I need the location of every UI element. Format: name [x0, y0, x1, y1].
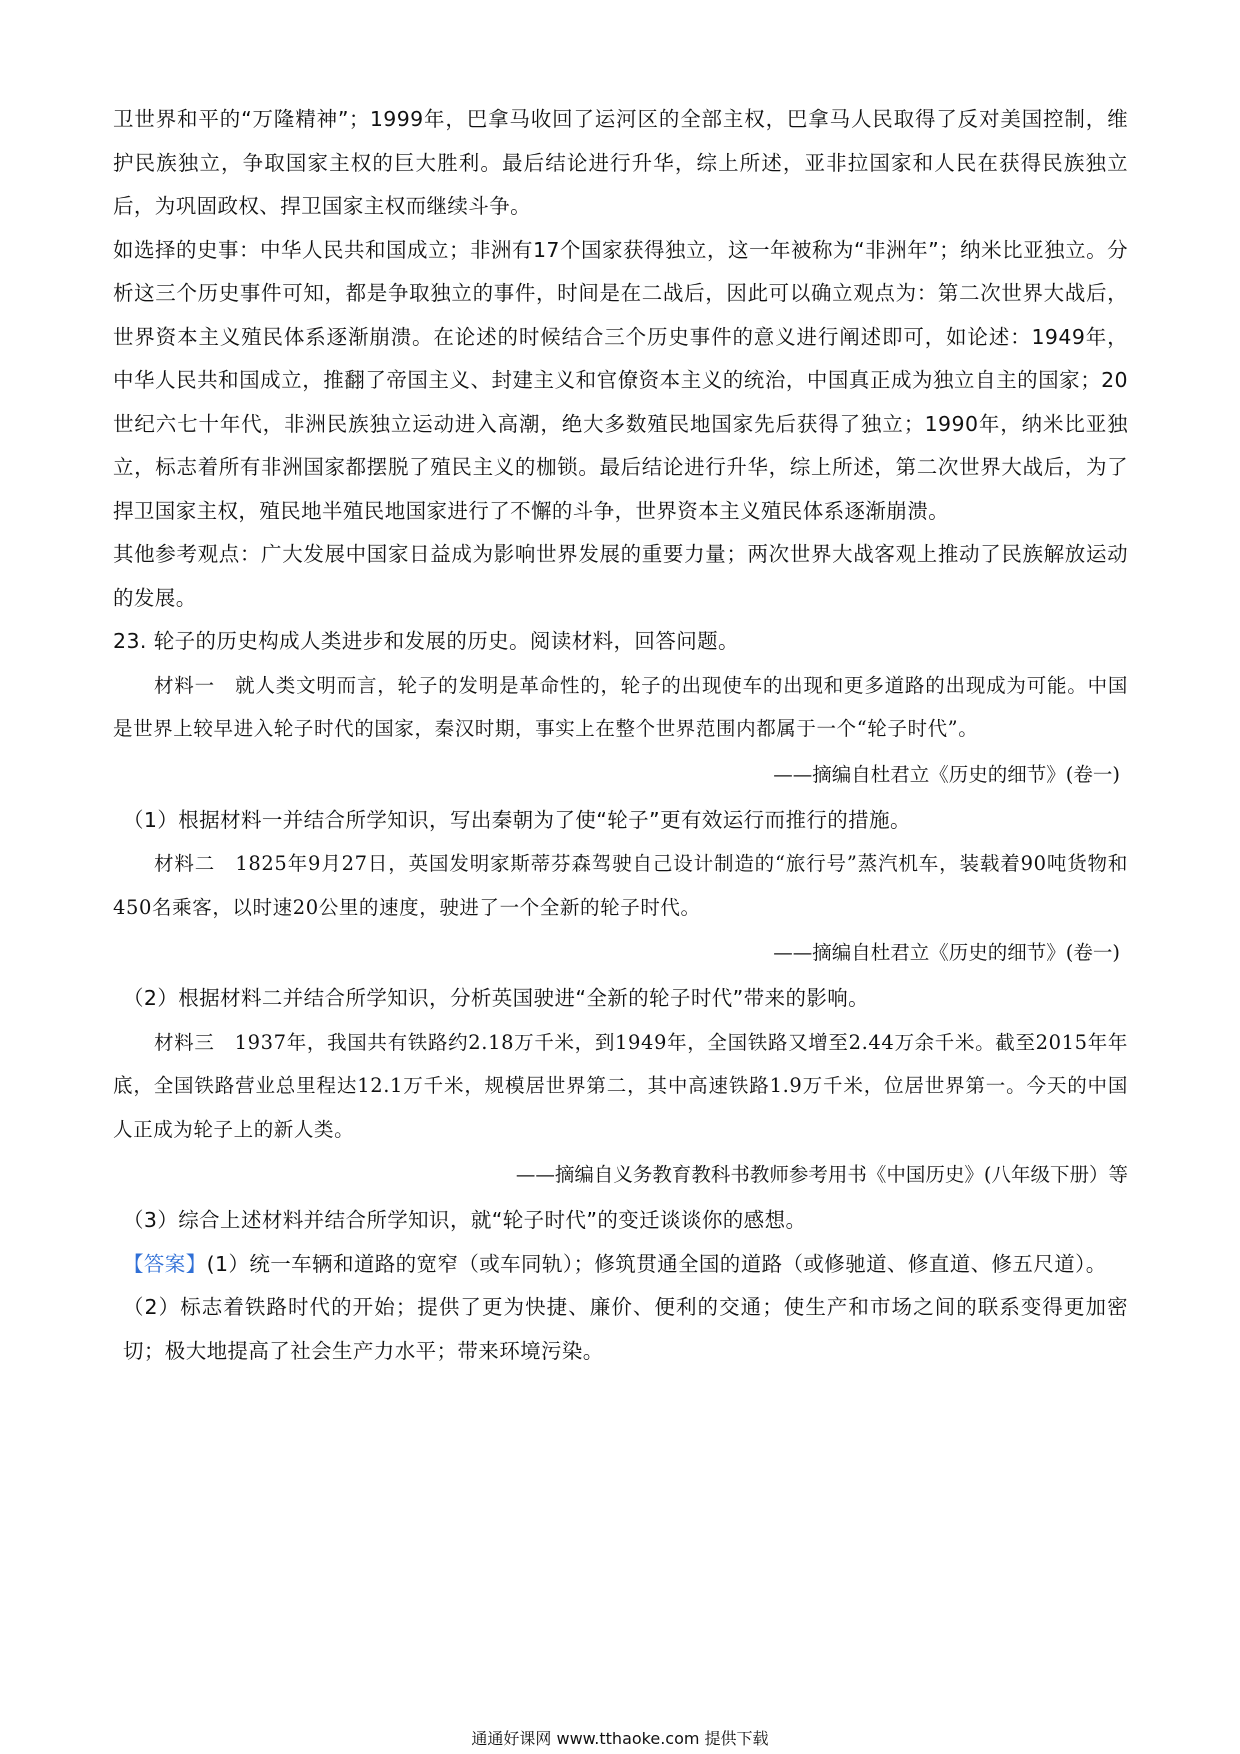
- answer-part-1: [113, 1243, 1128, 1287]
- paragraph-wanlong: 卫世界和平的“万隆精神”；1999年，巴拿马收回了运河区的全部主权，巴拿马人民取得了反对美国控制，维护民族独立，争取国家主权的巨大胜利。最后结论进行升华，综上所述，亚非拉国家和人民在获得民族独立后，为巩固政权、捍卫国家主权而继续斗争。: [113, 107, 1128, 218]
- material-one-source: ——摘编自杜君立《历史的细节》(卷一): [773, 762, 1120, 786]
- material-two-source: ——摘编自杜君立《历史的细节》(卷一): [773, 941, 1120, 964]
- answer-tag: 【答案】: [123, 1251, 207, 1276]
- material-two: 材料二 1825年9月27日，英国发明家斯蒂芬森驾驶自己设计制造的“旅行号”蒸汽机车，装载着90吨货物和450名乘客，以时速20公里的速度，驶进了一个全新的轮子时代。: [113, 852, 1128, 919]
- paragraph-other-views: 其他参考观点：广大发展中国家日益成为影响世界发展的重要力量；两次世界大战客观上推动了民族解放运动的发展。: [113, 542, 1128, 610]
- sub-question-1: （1）根据材料一并结合所学知识，写出秦朝为了使“轮子”更有效运行而推行的措施。: [123, 807, 911, 832]
- document-page: [113, 98, 1128, 1373]
- material-three: 材料三 1937年，我国共有铁路约2.18万千米，到1949年，全国铁路又增至2.44万余千米。截至2015年年底，全国铁路营业总里程达12.1万千米，规模居世界第二，其中高速铁路1.9万千米，位居世界第一。今天的中国人正成为轮子上的新人类。: [113, 1030, 1128, 1141]
- sub-question-3: （3）综合上述材料并结合所学知识，就“轮子时代”的变迁谈谈你的感想。: [123, 1208, 807, 1232]
- question-23-stem: 23. 轮子的历史构成人类进步和发展的历史。阅读材料，回答问题。: [113, 629, 739, 653]
- answer-part-1-text: (1）统一车辆和道路的宽窄（或车同轨）；修筑贯通全国的道路（或修驰道、修直道、修五尺道）。: [206, 1251, 1107, 1276]
- answer-part-2: （2）标志着铁路时代的开始；提供了更为快捷、廉价、便利的交通；使生产和市场之间的联系变得更加密切；极大地提高了社会生产力水平；带来环境污染。: [123, 1295, 1128, 1363]
- page-footer: 通通好课网 www.tthaoke.com 提供下载: [471, 1729, 769, 1748]
- sub-question-2: （2）根据材料二并结合所学知识，分析英国驶进“全新的轮子时代”带来的影响。: [123, 986, 870, 1010]
- paragraph-example-events: 如选择的史事：中华人民共和国成立；非洲有17个国家获得独立，这一年被称为“非洲年”；纳米比亚独立。分析这三个历史事件可知，都是争取独立的事件，时间是在二战后，因此可以确立观点为：第二次世界大战后，世界资本主义殖民体系逐渐崩溃。在论述的时候结合三个历史事件的意义进行阐述即可，如论述：1949年，中华人民共和国成立，推翻了帝国主义、封建主义和官僚资本主义的统治，中国真正成为独立自主的国家；20世纪六七十年代，非洲民族独立运动进入高潮，绝大多数殖民地国家先后获得了独立；1990年，纳米比亚独立，标志着所有非洲国家都摆脱了殖民主义的枷锁。最后结论进行升华，综上所述，第二次世界大战后，为了捍卫国家主权，殖民地半殖民地国家进行了不懈的斗争，世界资本主义殖民体系逐渐崩溃。: [113, 237, 1128, 523]
- material-one: 材料一 就人类文明而言，轮子的发明是革命性的，轮子的出现使车的出现和更多道路的出现成为可能。中国是世界上较早进入轮子时代的国家，秦汉时期，事实上在整个世界范围内都属于一个“轮子时代”。: [113, 673, 1128, 740]
- material-three-source: ——摘编自义务教育教科书教师参考用书《中国历史》(八年级下册）等: [515, 1163, 1128, 1186]
